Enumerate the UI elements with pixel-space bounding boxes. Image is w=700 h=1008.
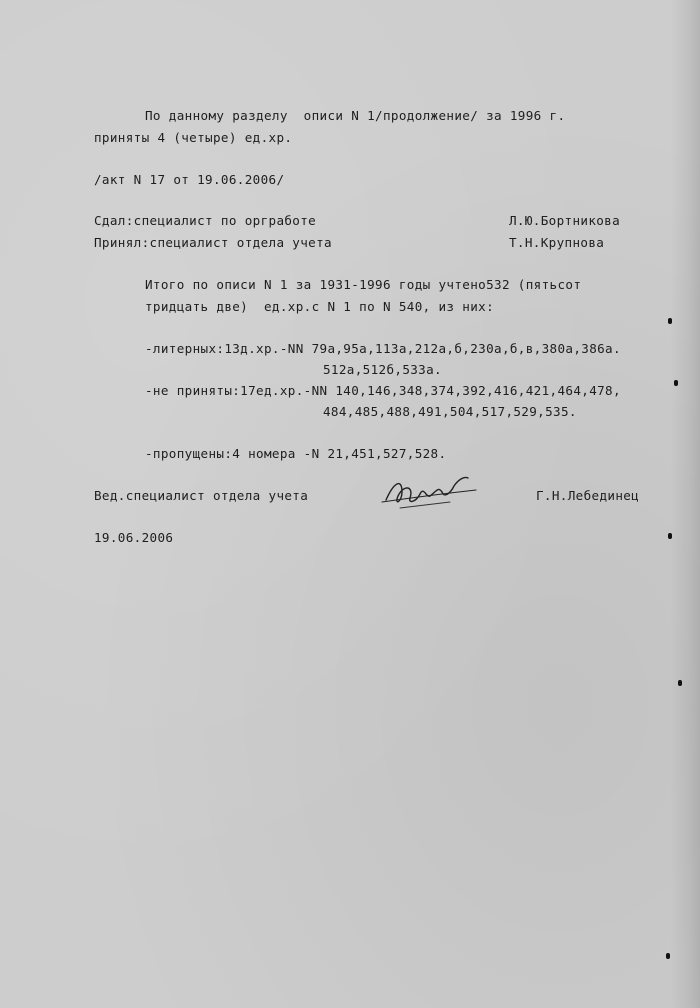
received-name: Т.Н.Крупнова [509, 235, 605, 250]
act-reference: /акт N 17 от 19.06.2006/ [94, 172, 285, 187]
received-label: Принял:специалист отдела учета [94, 235, 332, 250]
binding-hole-mark [678, 680, 682, 686]
not-accepted-line-1: -не приняты:17ед.хр.-NN 140,146,348,374,392,416,421,464,478, [145, 383, 621, 398]
skipped-line: -пропущены:4 номера -N 21,451,527,528. [145, 446, 447, 461]
binding-hole-mark [666, 953, 670, 959]
handed-over-name: Л.Ю.Бортникова [509, 213, 621, 228]
binding-hole-mark [668, 533, 672, 539]
intro-line-1: По данному разделу описи N 1/продолжение/ за 1996 г. [145, 108, 566, 123]
literal-items-line-1: -литерных:13д.хр.-NN 79а,95а,113а,212а,б,230а,б,в,380а,386а. [145, 341, 621, 356]
not-accepted-line-2: 484,485,488,491,504,517,529,535. [323, 404, 577, 419]
total-line-2: тридцать две) ед.хр.с N 1 по N 540, из них: [145, 299, 495, 314]
lead-specialist-label: Вед.специалист отдела учета [94, 488, 309, 503]
binding-hole-mark [674, 380, 678, 386]
binding-hole-mark [668, 318, 672, 324]
lead-specialist-name: Г.Н.Лебединец [536, 488, 640, 503]
literal-items-line-2: 512а,512б,533а. [323, 362, 442, 377]
document-date: 19.06.2006 [94, 530, 174, 545]
intro-line-2: приняты 4 (четыре) ед.хр. [94, 130, 293, 145]
handed-over-label: Сдал:специалист по оргработе [94, 213, 317, 228]
total-line-1: Итого по описи N 1 за 1931-1996 годы учтено532 (пятьсот [145, 277, 582, 292]
handwritten-signature [380, 472, 480, 514]
page-edge-shadow [670, 0, 700, 1008]
